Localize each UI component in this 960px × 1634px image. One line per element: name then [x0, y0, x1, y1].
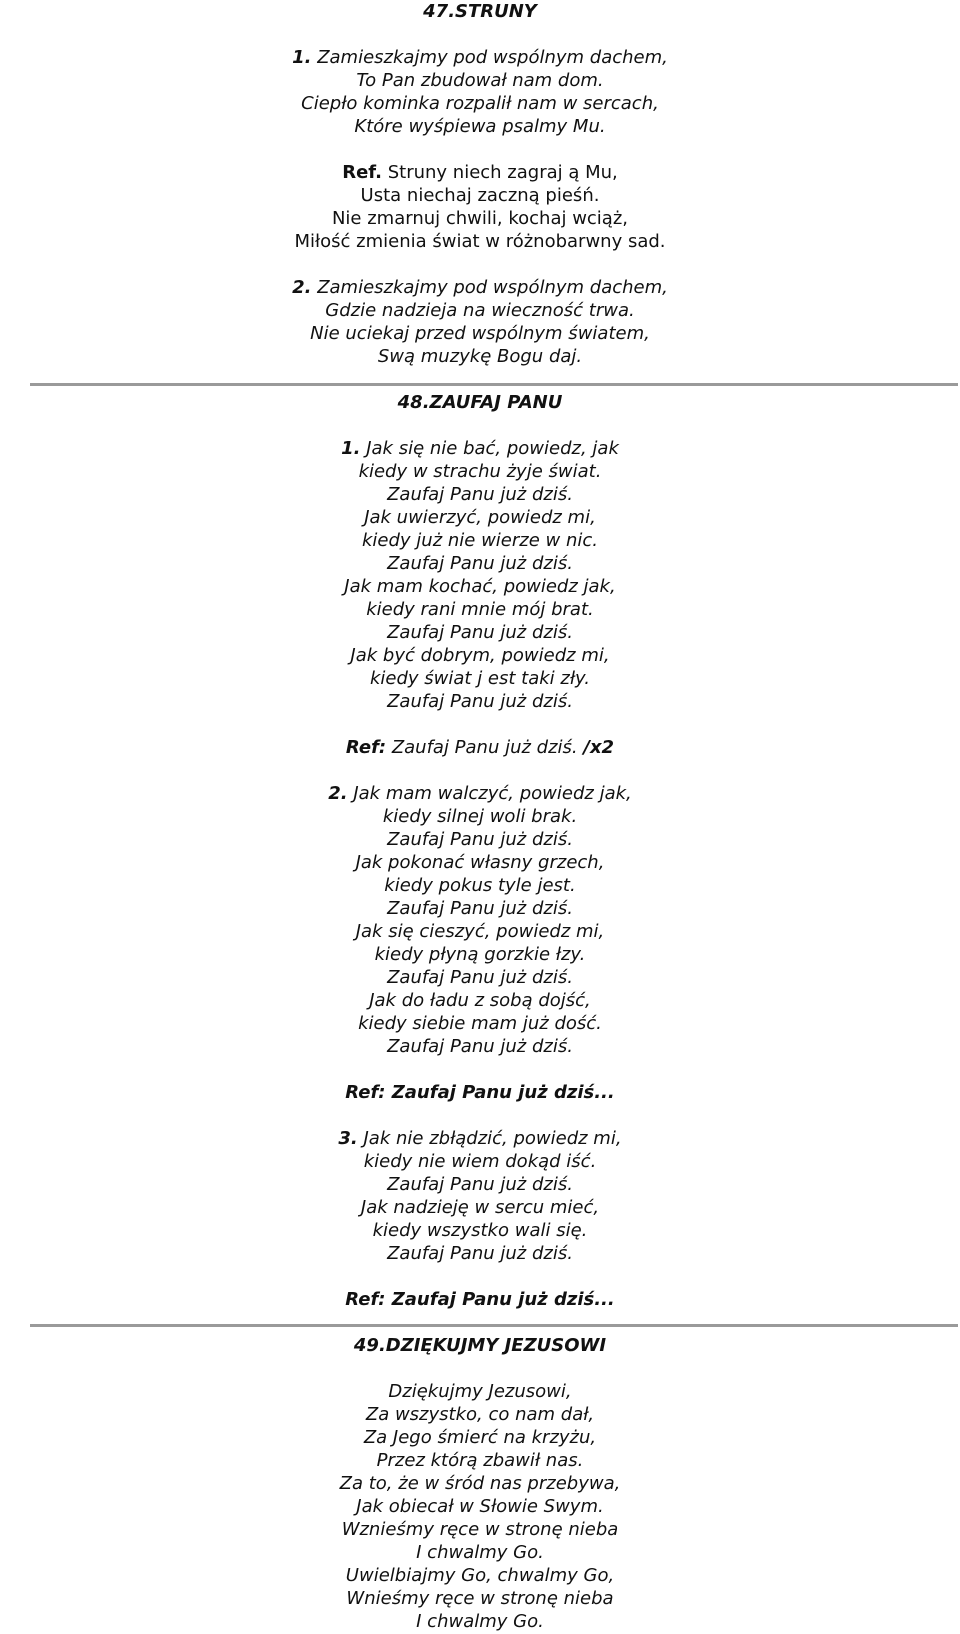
verse-line: Nie uciekaj przed wspólnym światem,	[310, 323, 650, 344]
verse-line: Wznieśmy ręce w stronę nieba	[341, 1519, 619, 1540]
verse-line: Zaufaj Panu już dziś.	[387, 484, 573, 505]
verse-line: Jak się cieszyć, powiedz mi,	[355, 921, 605, 942]
verse-line: Zaufaj Panu już dziś.	[387, 553, 573, 574]
verse-line: kiedy już nie wierze w nic.	[362, 530, 598, 551]
verse-line: kiedy pokus tyle jest.	[384, 875, 576, 896]
verse-line: Wnieśmy ręce w stronę nieba	[346, 1588, 614, 1609]
verse-line: Dziękujmy Jezusowi,	[388, 1381, 572, 1402]
verse-line: kiedy nie wiem dokąd iść.	[363, 1151, 597, 1172]
refrain-line: Ref: Zaufaj Panu już dziś. /x2	[345, 737, 615, 758]
section-divider	[30, 383, 958, 386]
verse-1-first-line: 1. Jak się nie bać, powiedz, jak	[341, 438, 619, 459]
refrain-first-line: Ref. Struny niech zagraj ą Mu,	[342, 162, 618, 183]
verse-line: Przez którą zbawił nas.	[376, 1450, 584, 1471]
song-47	[0, 0, 960, 368]
verse-line: Zaufaj Panu już dziś.	[387, 1174, 573, 1195]
verse-line: Za Jego śmierć na krzyżu,	[363, 1427, 597, 1448]
repeat-mark: /x2	[583, 737, 615, 758]
song-title: 49.DZIĘKUJMY JEZUSOWI	[353, 1335, 607, 1356]
verse-line: Jak uwierzyć, powiedz mi,	[364, 507, 596, 528]
refrain-line: Ref: Zaufaj Panu już dziś...	[345, 1289, 615, 1310]
verse-line: To Pan zbudował nam dom.	[356, 70, 604, 91]
refrain-line: Ref: Zaufaj Panu już dziś...	[345, 1082, 615, 1103]
verse-line: Ciepło kominka rozpalił nam w sercach,	[301, 93, 659, 114]
verse-line: I chwalmy Go.	[416, 1611, 544, 1632]
verse-line: Za wszystko, co nam dał,	[365, 1404, 595, 1425]
refrain-label: Ref.	[342, 162, 382, 183]
verse-line: Jak być dobrym, powiedz mi,	[350, 645, 610, 666]
verse-line: Jak pokonać własny grzech,	[355, 852, 605, 873]
verse-line: Za to, że w śród nas przebywa,	[339, 1473, 621, 1494]
verse-line: kiedy silnej woli brak.	[382, 806, 578, 827]
section-divider	[30, 1324, 958, 1327]
song-title: 47.STRUNY	[423, 1, 537, 22]
verse-line: kiedy wszystko wali się.	[372, 1220, 588, 1241]
verse-line: Zaufaj Panu już dziś.	[387, 898, 573, 919]
refrain-line: Usta niechaj zaczną pieśń.	[360, 185, 600, 206]
verse-line: Zaufaj Panu już dziś.	[387, 1036, 573, 1057]
verse-line: Swą muzykę Bogu daj.	[377, 346, 583, 367]
verse-number: 1.	[341, 438, 361, 459]
refrain-line: Miłość zmienia świat w różnobarwny sad.	[294, 231, 666, 252]
verse-number: 1.	[292, 47, 312, 68]
verse-line: Jak mam kochać, powiedz jak,	[344, 576, 616, 597]
song-48	[0, 391, 960, 1311]
verse-3-first-line: 3. Jak nie zbłądzić, powiedz mi,	[338, 1128, 622, 1149]
verse-line: Jak nadzieję w sercu mieć,	[360, 1197, 600, 1218]
verse-line: Zaufaj Panu już dziś.	[387, 691, 573, 712]
refrain-line: Nie zmarnuj chwili, kochaj wciąż,	[331, 208, 629, 229]
verse-line: Które wyśpiewa psalmy Mu.	[354, 116, 606, 137]
verse-line: Zaufaj Panu już dziś.	[387, 967, 573, 988]
verse-2-first-line: 2. Zamieszkajmy pod wspólnym dachem,	[292, 277, 668, 298]
verse-line: I chwalmy Go.	[416, 1542, 544, 1563]
song-49	[0, 1334, 960, 1633]
verse-line: Zaufaj Panu już dziś.	[387, 1243, 573, 1264]
verse-number: 2.	[328, 783, 348, 804]
verse-line: kiedy w strachu żyje świat.	[358, 461, 602, 482]
verse-line: kiedy płyną gorzkie łzy.	[374, 944, 586, 965]
verse-line: kiedy świat j est taki zły.	[370, 668, 590, 689]
verse-line: Gdzie nadzieja na wieczność trwa.	[325, 300, 635, 321]
verse-number: 2.	[292, 277, 312, 298]
verse-line: Zaufaj Panu już dziś.	[387, 622, 573, 643]
verse-1-first-line: 1. Zamieszkajmy pod wspólnym dachem,	[292, 47, 668, 68]
verse-number: 3.	[338, 1128, 358, 1149]
verse-line: Uwielbiajmy Go, chwalmy Go,	[345, 1565, 615, 1586]
song-title: 48.ZAUFAJ PANU	[397, 392, 563, 413]
refrain-label: Ref:	[345, 737, 387, 758]
verse-line: Zaufaj Panu już dziś.	[387, 829, 573, 850]
verse-line: Jak obiecał w Słowie Swym.	[356, 1496, 604, 1517]
verse-line: Jak do ładu z sobą dojść,	[369, 990, 591, 1011]
verse-line: kiedy siebie mam już dość.	[358, 1013, 602, 1034]
verse-line: kiedy rani mnie mój brat.	[366, 599, 594, 620]
verse-2-first-line: 2. Jak mam walczyć, powiedz jak,	[328, 783, 632, 804]
